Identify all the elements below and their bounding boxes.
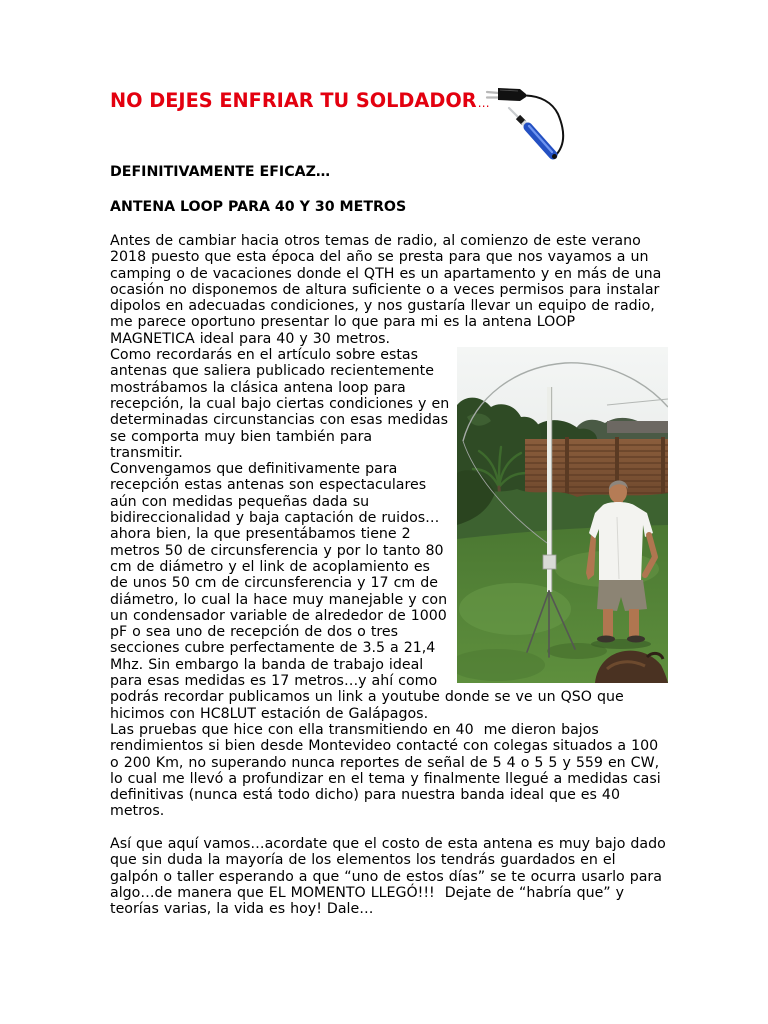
article-line: algo…de manera que EL MOMENTO LLEGÓ!!! Dejate de “habría que” y (110, 884, 625, 901)
article-line: diámetro, lo cual la hace muy manejable y con (110, 591, 448, 608)
article-line: 2018 puesto que esta época del año se presta para que nos vayamos a un (110, 249, 649, 266)
article-line: definitivas (nunca está todo dicho) para nuestra banda ideal que es 40 (110, 787, 620, 804)
article-line: Antes de cambiar hacia otros temas de radio, al comienzo de este verano (110, 233, 641, 249)
paragraph-spacer (110, 820, 670, 836)
article-heading: ANTENA LOOP PARA 40 Y 30 METROS (110, 199, 407, 215)
title-text: NO DEJES ENFRIAR TU SOLDADOR (110, 89, 477, 112)
soldering-iron-icon (482, 84, 574, 164)
article-line: ahora bien, la que presentábamos tiene 2 (110, 526, 411, 543)
title-ellipsis: … (477, 96, 490, 110)
article-line: teorías varias, la vida es hoy! Dale… (110, 901, 374, 918)
article-line: me parece oportuno presentar lo que para mi es la antena LOOP (110, 314, 576, 331)
article-line: Convengamos que definitivamente para (110, 461, 398, 478)
article-line: Las pruebas que hice con ella transmitiendo en 40 me dieron bajos (110, 721, 599, 738)
article-line: Mhz. Sin embargo la banda de trabajo ideal (110, 656, 424, 673)
article-line: lo cual me llevó a profundizar en el tema y finalmente llegué a medidas casi (110, 770, 661, 787)
article-line: para esas medidas es 17 metros…y ahí como (110, 673, 438, 690)
article-line: mostrábamos la clásica antena loop para (110, 379, 406, 396)
article-line: cm de diámetro y el link de acoplamiento es (110, 558, 430, 575)
article-line: bidireccionalidad y baja captación de ruidos… (110, 510, 440, 527)
article-line: MAGNETICA ideal para 40 y 30 metros. (110, 330, 391, 347)
article-line: rendimientos si bien desde Montevideo contacté con colegas situados a 100 (110, 738, 659, 755)
iron-handle (528, 127, 553, 155)
article-line: se comporta muy bien también para (110, 428, 373, 445)
article-line: aún con medidas pequeñas dada su (110, 493, 370, 510)
article-line: que sin duda la mayoría de los elementos los tendrás guardados en el (110, 852, 616, 869)
article-line: pF o sea uno de recepción de dos o tres (110, 624, 399, 641)
article-line: podrás recordar publicamos un link a youtube donde se ve un QSO que (110, 689, 624, 706)
article-line: determinadas circunstancias con esas medidas (110, 412, 448, 429)
article-line: recepción estas antenas son espectaculares (110, 477, 427, 494)
iron-body (509, 108, 557, 159)
article-line: camping o de vacaciones donde el QTH es un apartamento y en más de una (110, 265, 662, 282)
article-line: de unos 50 cm de circunsferencia y 17 cm de (110, 575, 438, 592)
article-line: dipolos en adecuadas condiciones, y nos gustaría llevar un equipo de radio, (110, 298, 655, 315)
article-line: antenas que saliera publicado recientemente (110, 363, 434, 380)
paragraph-5 (110, 836, 670, 917)
article-line: o 200 Km, no superando nunca reportes de señal de 5 4 o 5 5 y 559 en CW, (110, 754, 660, 771)
article-line: secciones cubre perfectamente de 3.5 a 21,4 (110, 640, 436, 657)
article-line: recepción, la cual bajo ciertas condiciones y en (110, 395, 450, 412)
article-line: transmitir. (110, 444, 183, 461)
paragraph-1 (110, 233, 670, 347)
article-line: ocasión no disponemos de altura suficiente o a veces permisos para instalar (110, 281, 660, 298)
paragraph-4 (110, 722, 670, 820)
antenna-photo (457, 347, 668, 683)
article-line: galpón o taller esperando a que “uno de estos días” se te ocurra usarlo para (110, 868, 662, 885)
article-line: Como recordarás en el artículo sobre estas (110, 347, 419, 364)
subtitle: DEFINITIVAMENTE EFICAZ… (110, 164, 331, 180)
plug (487, 88, 526, 101)
article-line: hicimos con HC8LUT estación de Galápagos. (110, 705, 429, 722)
article-line: un condensador variable de alrededor de 1000 (110, 607, 447, 624)
article-line: metros 50 de circunsferencia y por lo tanto 80 (110, 542, 444, 559)
article-line: metros. (110, 803, 165, 820)
page-title (110, 89, 490, 115)
article-line: Así que aquí vamos…acordate que el costo de esta antena es muy bajo dado (110, 835, 666, 852)
